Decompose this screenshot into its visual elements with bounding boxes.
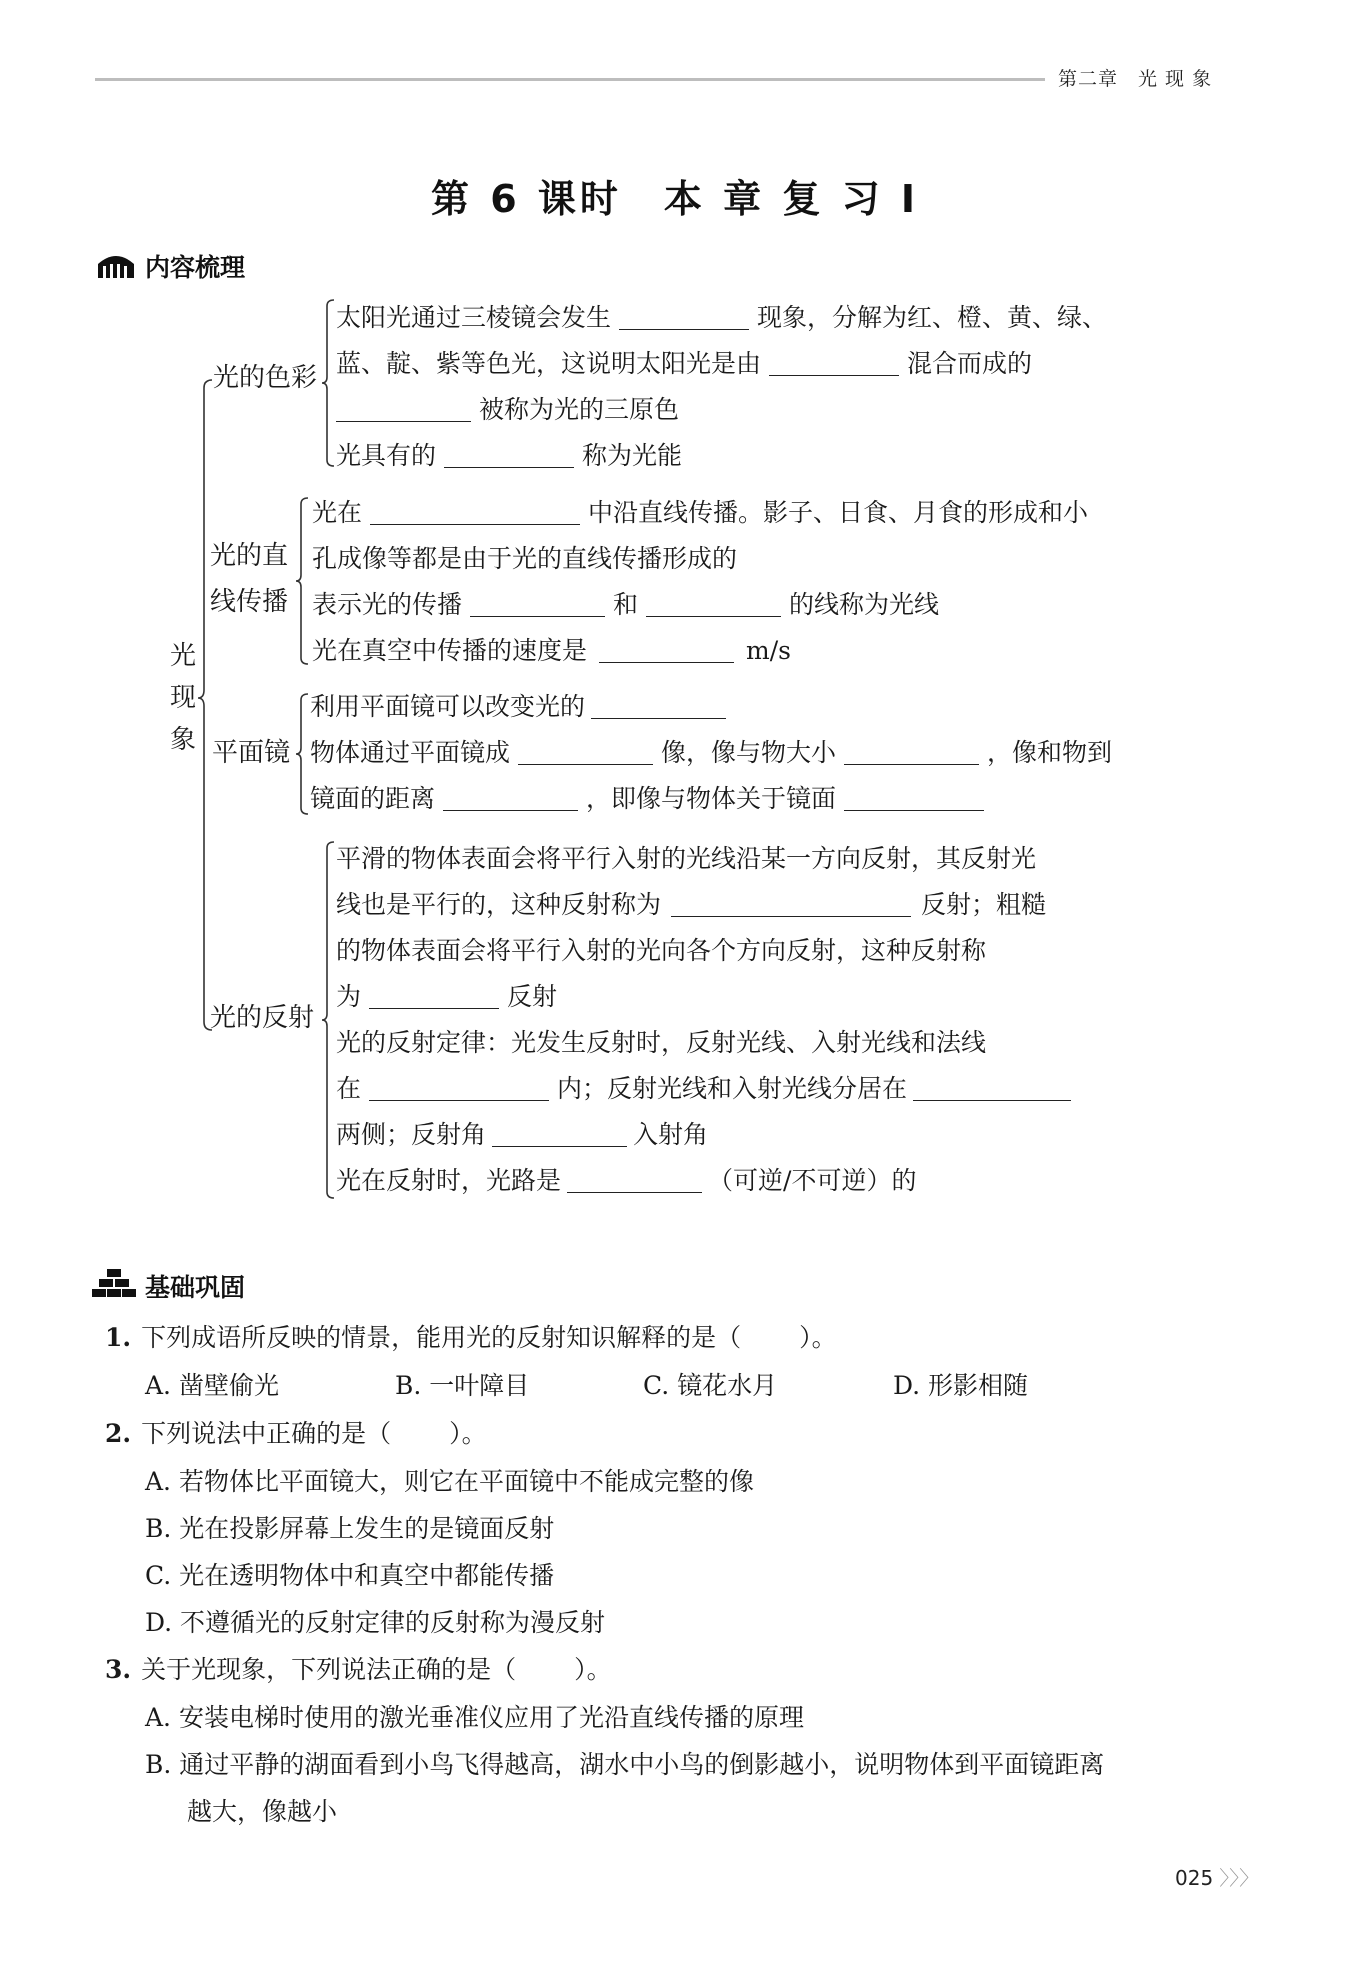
question-3-option-a: A. 安装电梯时使用的激光垂准仪应用了光沿直线传播的原理 [145, 1703, 804, 1732]
category-straight: 光的直 线传播 [210, 541, 289, 617]
question-3-option-b: B. 通过平静的湖面看到小鸟飞得越高，湖水中小鸟的倒影越小，说明物体到平面镜距离 [145, 1750, 1105, 1779]
option: C. 镜花水月 [643, 1371, 778, 1400]
reflection-line-5: 光的反射定律：光发生反射时，反射光线、入射光线和法线 [336, 1028, 987, 1057]
reflection-line-7: 两侧；反射角 入射角 [336, 1112, 708, 1158]
page-number: 025 〉〉〉 [1175, 1866, 1260, 1890]
question-1: 1. 下列成语所反映的情景，能用光的反射知识解释的是（ ）。 [105, 1323, 837, 1352]
question-2-option-c: C. 光在透明物体中和真空中都能传播 [145, 1561, 555, 1590]
color-line-2: 蓝、靛、紫等色光，这说明太阳光是由 混合而成的 [336, 341, 1032, 387]
color-line-3: 被称为光的三原色 [336, 387, 679, 433]
straight-line-4: 光在真空中传播的速度是 m/s [312, 628, 791, 674]
bricks-icon [92, 1268, 136, 1298]
option: D. 形影相随 [893, 1371, 1029, 1400]
lesson-title: 第 6 课时 本 章 复 习 Ⅰ [431, 177, 919, 221]
category-reflection: 光的反射 [210, 1003, 315, 1033]
option: A. 凿壁偷光 [145, 1371, 279, 1400]
arch-icon [96, 250, 136, 280]
color-line-4: 光具有的 称为光能 [336, 433, 682, 479]
question-3-option-b-cont: 越大，像越小 [187, 1797, 338, 1826]
category-color: 光的色彩 [213, 363, 318, 393]
reflection-line-1: 平滑的物体表面会将平行入射的光线沿某一方向反射，其反射光 [336, 844, 1037, 873]
section-title-basics: 基础巩固 [145, 1273, 246, 1302]
straight-line-1: 光在 中沿直线传播。影子、日食、月食的形成和小 [312, 490, 1088, 536]
question-1-options [145, 1362, 1028, 1410]
category-mirror: 平面镜 [212, 738, 291, 768]
section-title-outline: 内容梳理 [145, 253, 246, 282]
brace-straight [296, 496, 312, 666]
reflection-line-2: 线也是平行的，这种反射称为 反射；粗糙 [336, 882, 1046, 928]
question-2: 2. 下列说法中正确的是（ ）。 [105, 1419, 487, 1448]
reflection-line-3: 的物体表面会将平行入射的光向各个方向反射，这种反射称 [336, 936, 987, 965]
mirror-line-3: 镜面的距离 ，即像与物体关于镜面 [310, 776, 984, 822]
color-line-1: 太阳光通过三棱镜会发生 现象，分解为红、橙、黄、绿、 [336, 295, 1107, 341]
question-2-option-d: D. 不遵循光的反射定律的反射称为漫反射 [145, 1608, 606, 1637]
straight-line-3: 表示光的传播 和 的线称为光线 [312, 582, 939, 628]
mindmap-root: 光 现 象 [169, 641, 196, 755]
option: B. 一叶障目 [395, 1371, 530, 1400]
chapter-header: 第二章 光 现 象 [1058, 68, 1213, 90]
question-2-option-b: B. 光在投影屏幕上发生的是镜面反射 [145, 1514, 555, 1543]
chevrons-icon: 〉〉〉 [1219, 1866, 1260, 1890]
root-brace [198, 380, 218, 1030]
reflection-line-8: 光在反射时，光路是 （可逆/不可逆）的 [336, 1158, 916, 1204]
mirror-line-1: 利用平面镜可以改变光的 [310, 684, 726, 730]
question-3: 3. 关于光现象，下列说法正确的是（ ）。 [105, 1655, 612, 1684]
mirror-line-2: 物体通过平面镜成 像，像与物大小 ，像和物到 [310, 730, 1112, 776]
header-rule [95, 78, 1045, 81]
reflection-line-6: 在 内；反射光线和入射光线分居在 [336, 1066, 1071, 1112]
reflection-line-4: 为 反射 [336, 974, 557, 1020]
question-2-option-a: A. 若物体比平面镜大，则它在平面镜中不能成完整的像 [145, 1467, 754, 1496]
straight-line-2: 孔成像等都是由于光的直线传播形成的 [312, 544, 738, 573]
